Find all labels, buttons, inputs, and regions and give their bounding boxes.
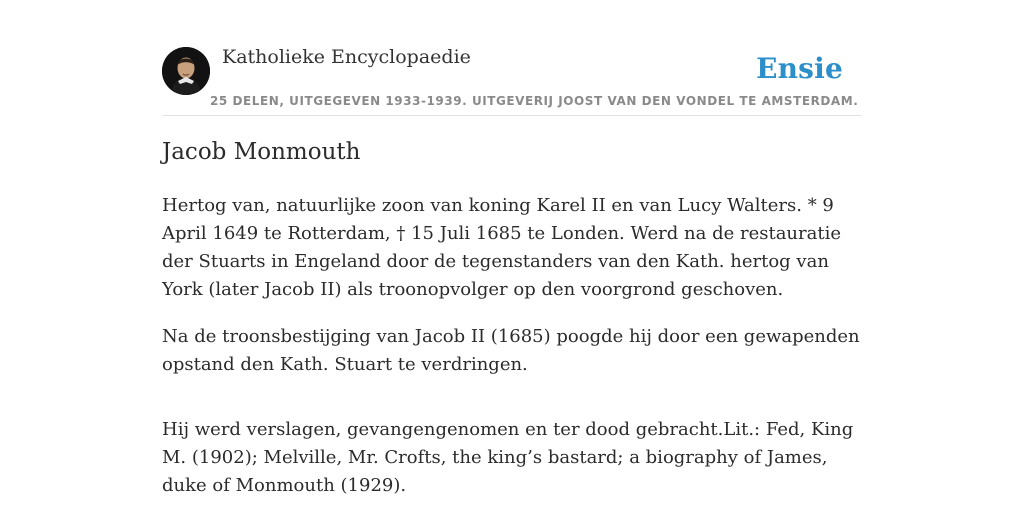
- article-title: Jacob Monmouth: [162, 139, 361, 165]
- publication-subtitle: 25 DELEN, UITGEGEVEN 1933-1939. UITGEVERIJ JOOST VAN DEN VONDEL TE AMSTERDAM.: [210, 94, 859, 108]
- article-paragraph: Hij werd verslagen, gevangengenomen en ter dood gebracht.Lit.: Fed, King M. (1902); Melville, Mr. Crofts, the king’s bastard; a biography of James, duke of Monmouth (1929).: [162, 419, 854, 496]
- avatar[interactable]: [162, 47, 210, 95]
- header-divider: [162, 115, 862, 116]
- portrait-avatar-icon: [162, 47, 210, 95]
- site-title[interactable]: Katholieke Encyclopaedie: [222, 46, 471, 68]
- article-paragraph: Hertog van, natuurlijke zoon van koning Karel II en van Lucy Walters. * 9 April 1649 te Rotterdam, † 15 Juli 1685 te Londen. Werd na de restauratie der Stuarts in Engeland door de tegenstanders van den Kath. hertog van York (later Jacob II) als troonopvolger op den voorgrond geschoven.: [162, 195, 842, 300]
- article-body: [162, 192, 868, 512]
- brand-logo[interactable]: Ensie: [756, 52, 843, 85]
- article-paragraph: Na de troonsbestijging van Jacob II (1685) poogde hij door een gewapenden opstand den Kath. Stuart te verdringen.: [162, 326, 860, 375]
